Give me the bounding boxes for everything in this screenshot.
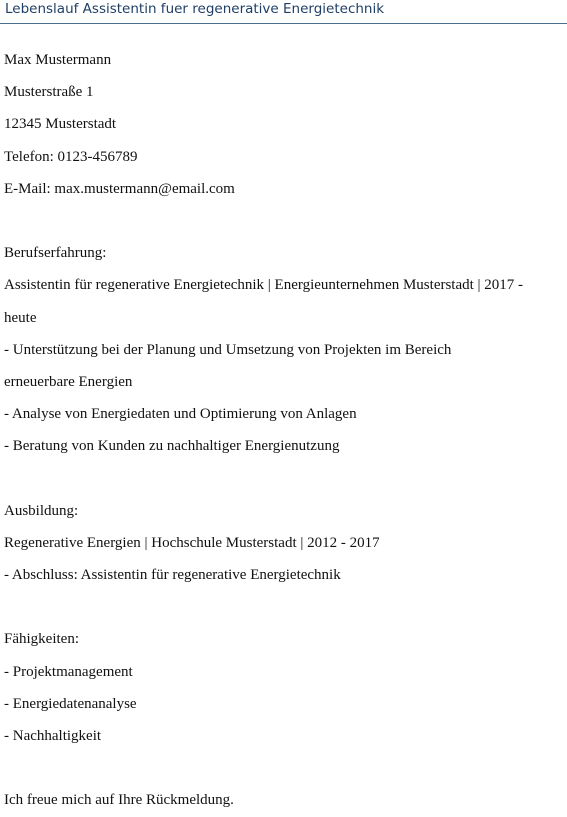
- skill-item: - Projektmanagement: [4, 663, 133, 680]
- contact-street: Musterstraße 1: [4, 84, 94, 101]
- section-gap: [4, 205, 564, 237]
- education-degree-line: Regenerative Energien | Hochschule Musterstadt | 2012 - 2017: [4, 534, 380, 551]
- experience-bullet-2: - Analyse von Energiedaten und Optimierung von Anlagen: [4, 406, 357, 423]
- closing-text: Ich freue mich auf Ihre Rückmeldung.: [4, 792, 234, 809]
- skill-item: - Nachhaltigkeit: [4, 727, 102, 744]
- section-gap: [4, 591, 564, 623]
- section-gap: [4, 752, 564, 784]
- skill-item: - Energiedatenanalyse: [4, 695, 137, 712]
- skills-heading: Fähigkeiten:: [4, 631, 79, 648]
- contact-name: Max Mustermann: [4, 52, 112, 68]
- contact-section: [4, 44, 564, 205]
- experience-bullet-3: - Beratung von Kunden zu nachhaltiger Energienutzung: [4, 438, 340, 455]
- section-gap: [4, 462, 564, 494]
- education-bullet-1: - Abschluss: Assistentin für regenerative Energietechnik: [4, 567, 341, 583]
- experience-position-continuation: heute: [4, 309, 37, 326]
- education-heading: Ausbildung:: [4, 502, 79, 519]
- experience-bullet-1: - Unterstützung bei der Planung und Umsetzung von Projekten im Bereich: [4, 341, 452, 358]
- document-title: Lebenslauf Assistentin fuer regenerative Energietechnik: [5, 1, 385, 17]
- contact-city: 12345 Musterstadt: [4, 116, 117, 133]
- experience-heading: Berufserfahrung:: [4, 245, 107, 262]
- document-header: [0, 0, 567, 24]
- document-body: [4, 44, 564, 817]
- experience-bullet-1-continuation: erneuerbare Energien: [4, 373, 133, 390]
- education-section: [4, 495, 564, 592]
- experience-section: [4, 237, 564, 462]
- contact-phone: Telefon: 0123-456789: [4, 148, 138, 165]
- contact-email: E-Mail: max.mustermann@email.com: [4, 180, 235, 197]
- experience-position-line: Assistentin für regenerative Energietechnik | Energieunternehmen Musterstadt | 2017 -: [4, 277, 524, 294]
- skills-section: [4, 623, 564, 752]
